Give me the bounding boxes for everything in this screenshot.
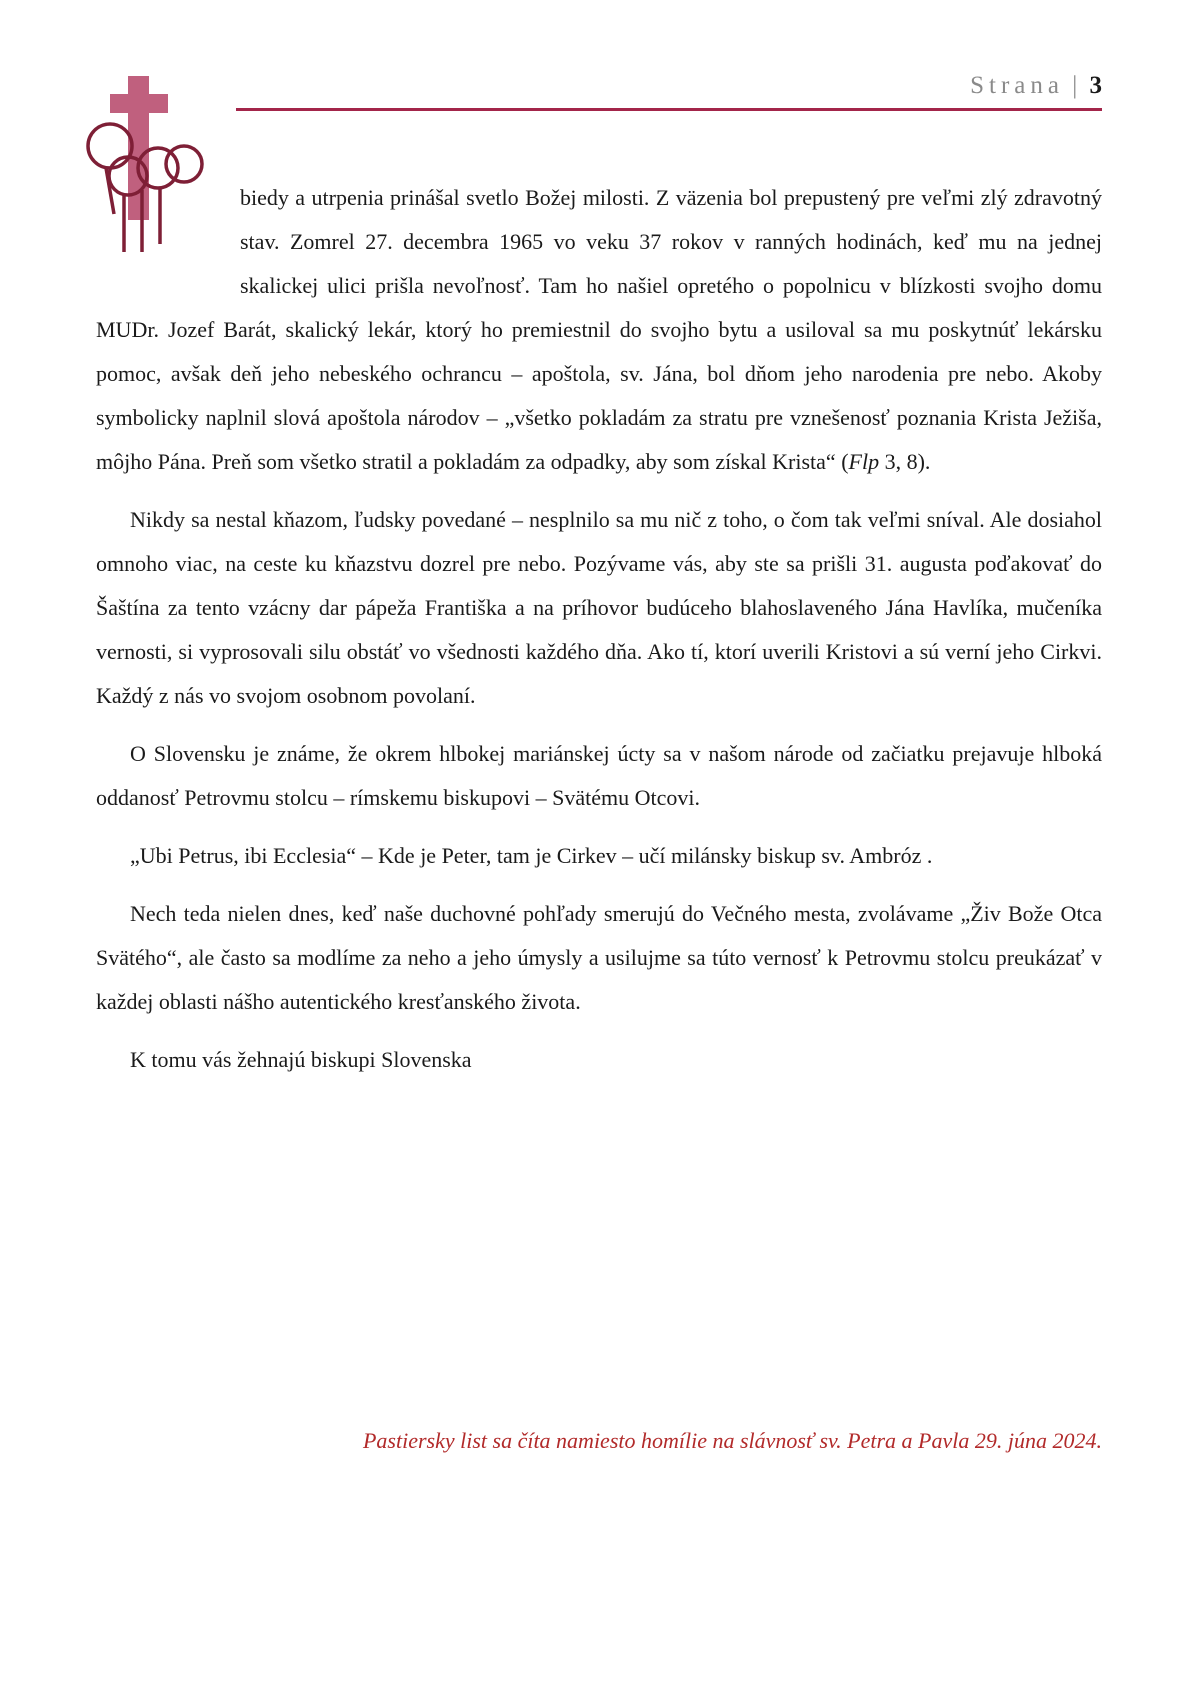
citation-book: Flp [848, 449, 880, 474]
letter-body [96, 176, 1102, 1096]
paragraph-2: Nikdy sa nestal kňazom, ľudsky povedané – nesplnilo sa mu nič z toho, o čom tak veľmi sníval. Ale dosiahol omnoho viac, na ceste ku kňazstvu dozrel pre nebo. Pozývame vás, aby ste sa prišli 31. augusta poďakovať do Šaštína za tento vzácny dar pápeža Františka a na príhovor budúceho blahoslaveného Jána Havlíka, mučeníka vernosti, si vyprosovali silu obstáť vo všednosti každého dňa. Ako tí, ktorí uverili Kristovi a sú verní jeho Cirkvi. Každý z nás vo svojom osobnom povolaní. [96, 507, 1102, 708]
footer-note: Pastiersky list sa číta namiesto homílie na slávnosť sv. Petra a Pavla 29. júna 2024. [362, 1428, 1102, 1453]
page-label: Strana [970, 72, 1064, 99]
paragraph-1-text: biedy a utrpenia prinášal svetlo Božej milosti. Z väzenia bol prepustený pre veľmi zlý zdravotný stav. Zomrel 27. decembra 1965 vo veku 37 rokov v ranných hodinách, keď mu na jednej skalickej ulici prišla nevoľnosť. Tam ho našiel opretého o popolnicu v blízkosti svojho domu MUDr. Jozef Barát, skalický lekár, ktorý ho premiestnil do svojho bytu a usiloval sa mu poskytnúť lekársku pomoc, avšak deň jeho nebeského ochrancu – apoštola, sv. Jána, bol dňom jeho narodenia pre nebo. Akoby symbolicky naplnil slová apoštola národov – „všetko pokladám za stratu pre vznešenosť poznania Krista Ježiša, môjho Pána. Preň som všetko stratil a pokladám za odpadky, aby som získal Krista“ ( [96, 185, 1102, 474]
page-separator: | [1072, 72, 1078, 99]
page-header [236, 68, 1102, 111]
paragraph-1 [96, 176, 1102, 484]
citation-ref: 3, 8). [879, 449, 931, 474]
page-number-label [970, 72, 1102, 100]
paragraph-5: Nech teda nielen dnes, keď naše duchovné pohľady smerujú do Večného mesta, zvolávame „Živ Bože Otca Svätého“, ale často sa modlíme za neho a jeho úmysly a usilujme sa túto vernosť k Petrovmu stolcu preukázať v každej oblasti nášho autentického kresťanského života. [96, 901, 1102, 1014]
page-number: 3 [1089, 72, 1102, 99]
paragraph-6: K tomu vás žehnajú biskupi Slovenska [130, 1047, 472, 1072]
paragraph-4: „Ubi Petrus, ibi Ecclesia“ – Kde je Peter, tam je Cirkev – učí milánsky biskup sv. Ambróz . [130, 843, 933, 868]
paragraph-3: O Slovensku je známe, že okrem hlbokej mariánskej úcty sa v našom národe od začiatku prejavuje hlboká oddanosť Petrovmu stolcu – rímskemu biskupovi – Svätému Otcovi. [96, 741, 1102, 810]
